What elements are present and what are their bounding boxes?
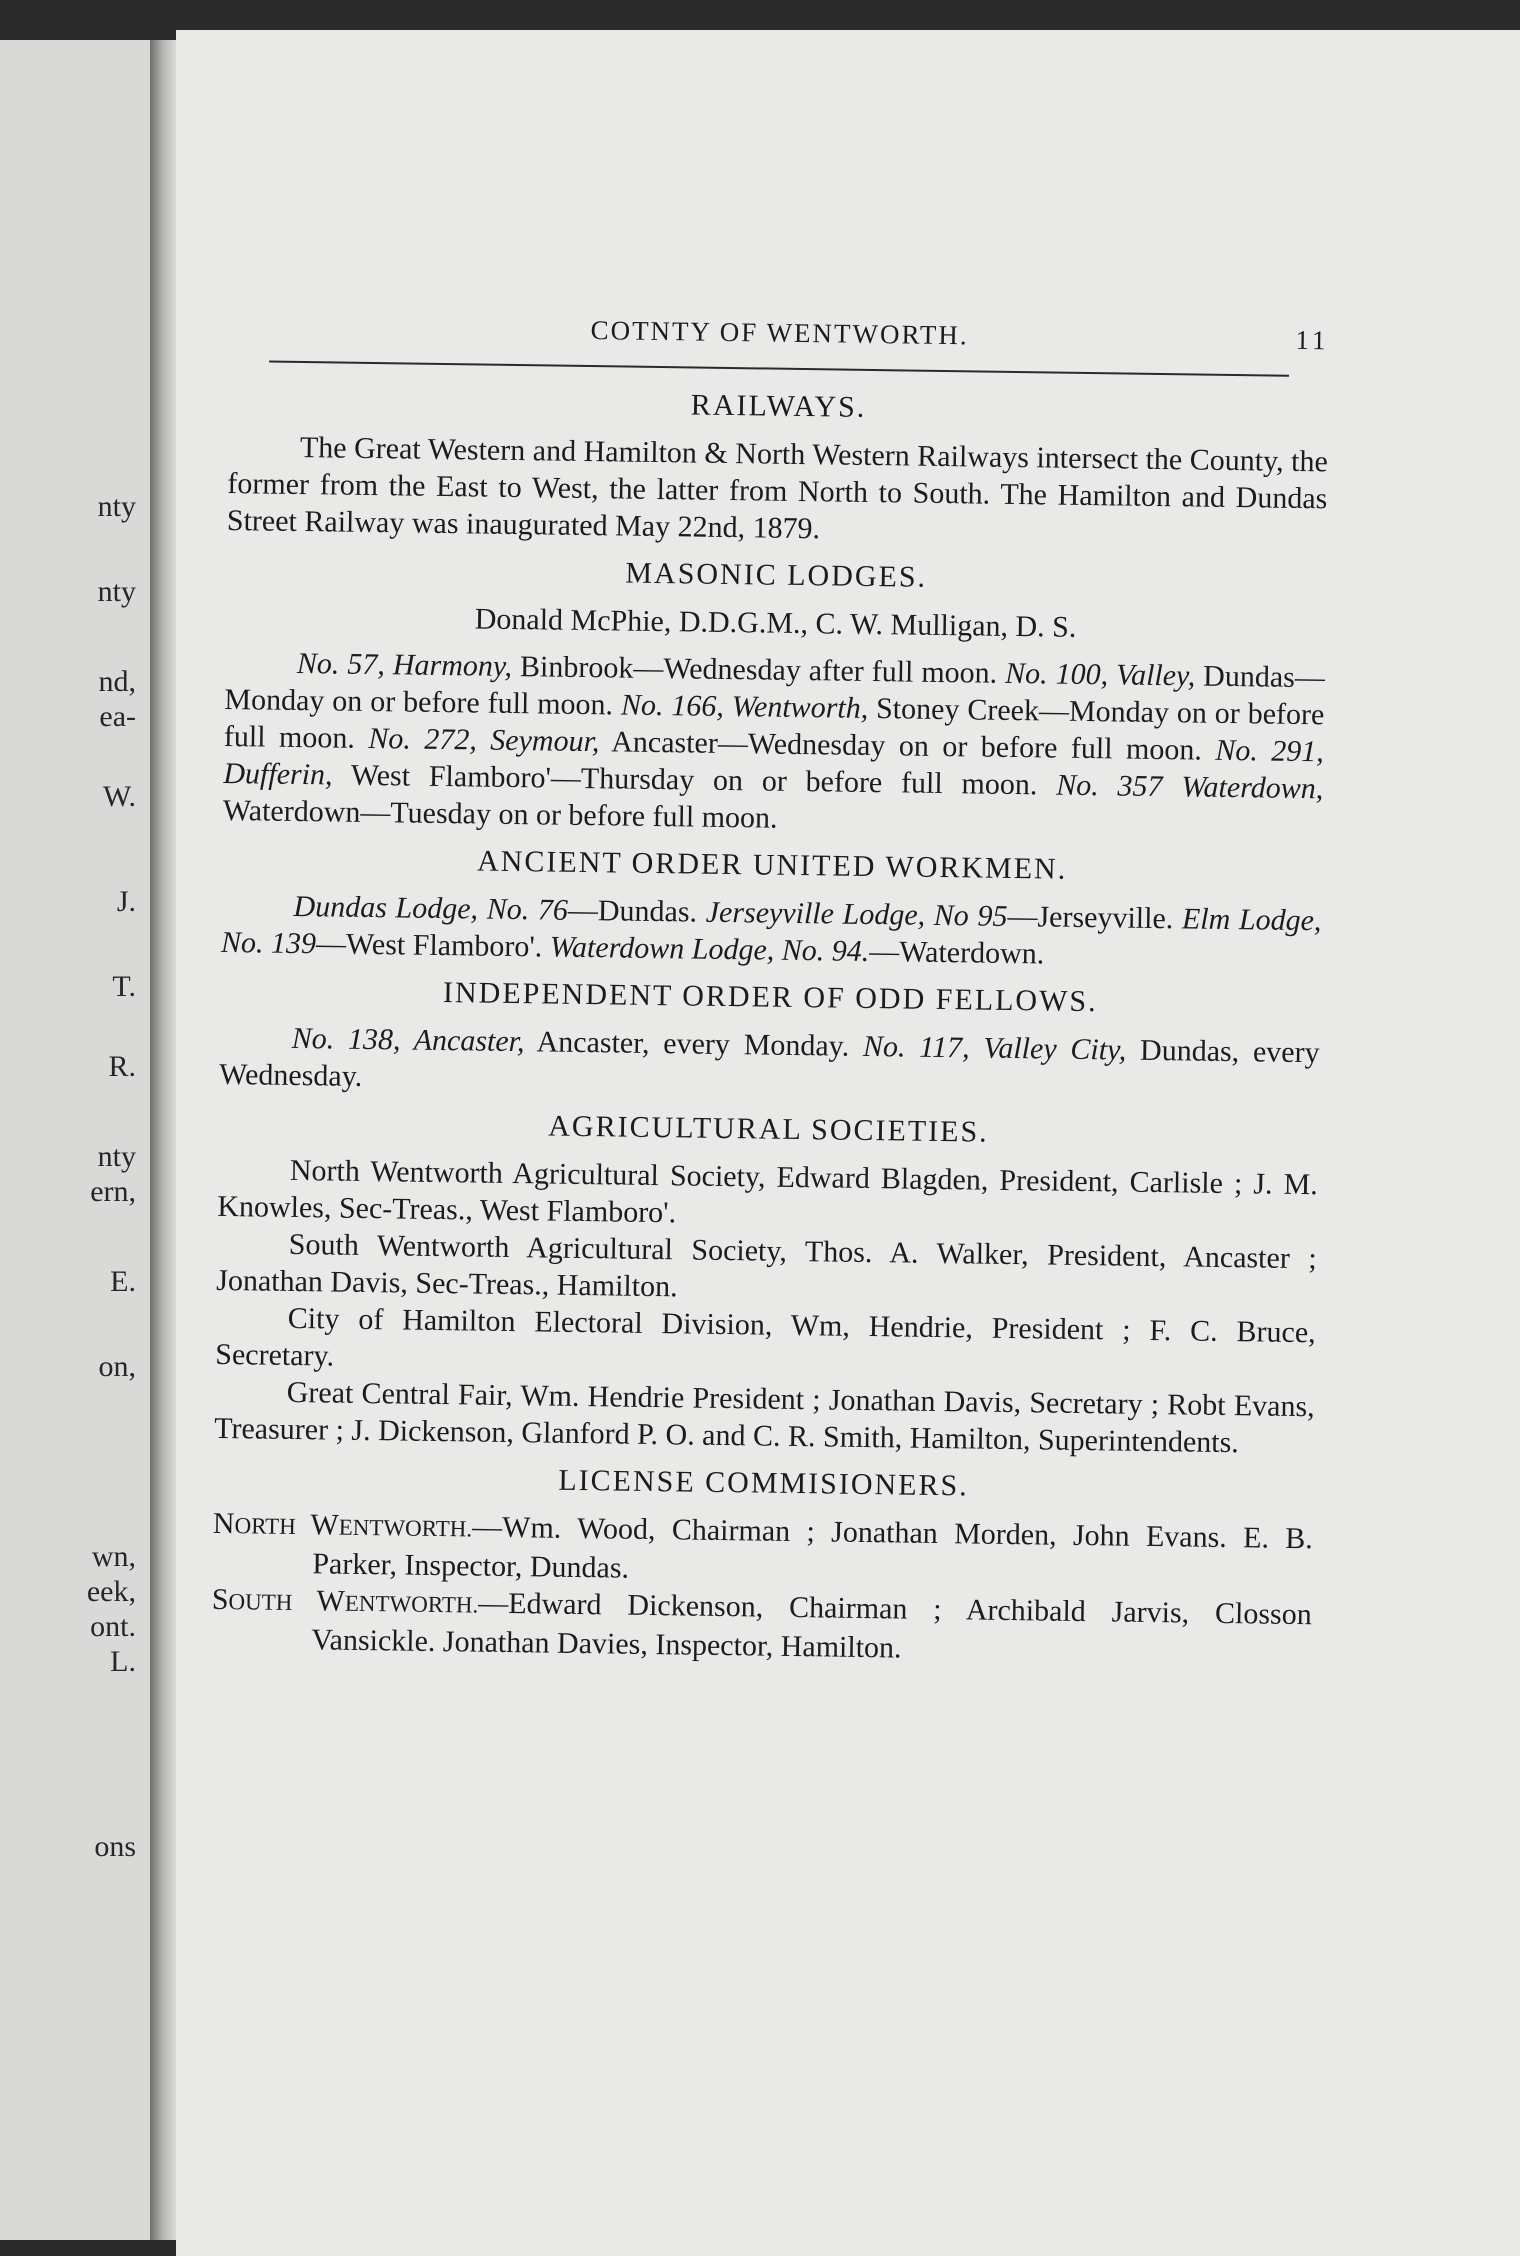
section-heading: INDEPENDENT ORDER OF ODD FELLOWS. [442,976,1098,1019]
lodge-text: Stoney Creek—Monday on or before full moon. [223,691,1325,755]
oddfellows-text [219,1019,1320,1108]
license-north-label: NORTH WENTWORTH. [212,1506,473,1542]
lodge-name: No. 57, Harmony, [296,646,513,683]
lodge-text: —Dundas. [567,893,706,929]
left-fragment: ont. [90,1610,136,1643]
left-fragment: wn, [91,1540,136,1573]
left-fragment: nty [97,575,136,608]
lodge-text: —West Flamboro'. [315,927,551,964]
lodge-name: No. 117, Valley City, [862,1029,1127,1067]
left-fragment: ea- [99,700,136,733]
left-fragment: T. [112,970,136,1003]
agricultural-entry: South Wentworth Agricultural Society, Thos. A. Walker, President, Ancaster ; Jonathan Davis, Sec-Treas., Hamilton. [216,1227,1317,1304]
license-section [211,1459,1314,1672]
left-fragment: ons [94,1830,136,1863]
lodge-name: No. 291, Dufferin, [223,733,1325,792]
license-south-entry [211,1581,1312,1672]
workmen-lodges-text [221,887,1322,976]
railways-section [227,382,1329,554]
masonic-officers: Donald McPhie, D.D.G.M., C. W. Mulligan, D. S. [474,602,1077,644]
agricultural-entry: Great Central Fair, Wm. Hendrie President ; Jonathan Davis, Secretary ; Robt Evans, Treasurer ; J. Dickenson, Glanford P. O. and C. R. Smith, Hamilton, Superintendents. [214,1375,1315,1460]
lodge-text: Ancaster—Wednesday on or before full moon. [599,725,1216,767]
lodge-text: Waterdown—Tuesday on or before full moon. [222,793,778,835]
section-heading: ANCIENT ORDER UNITED WORKMEN. [476,844,1068,886]
license-south-text: —Edward Dickenson, Chairman ; Archibald Jarvis, Closson Vansickle. Jonathan Davies, Inspector, Hamilton. [311,1586,1312,1665]
lodge-name: Jerseyville Lodge, No 95 [705,895,1008,933]
lodge-name: No. 100, Valley, [1004,656,1196,693]
masonic-section [223,551,1327,844]
oddfellows-section [219,973,1321,1108]
lodge-text: West Flamboro'—Thursday on or before full moon. [332,758,1057,802]
agricultural-entry: North Wentworth Agricultural Society, Edward Blagden, President, Carlisle ; J. M. Knowles, Sec-Treas., West Flamboro'. [217,1153,1318,1230]
page-number: 11 [1295,324,1330,356]
book-spine-shadow [150,40,178,2240]
lodge-text: Dundas—Monday on or before full moon. [224,659,1326,722]
lodge-name: No. 357 Waterdown, [1055,768,1324,806]
left-fragment: ern, [90,1175,136,1208]
left-fragment: E. [110,1265,136,1298]
section-heading: RAILWAYS. [690,388,867,424]
lodge-text: Binbrook—Wednesday after full moon. [511,649,1006,690]
lodge-text: —Waterdown. [869,934,1045,971]
masonic-lodges-text [223,644,1325,844]
railways-text: The Great Western and Hamilton & North Western Railways intersect the County, the former from the East to West, the latter from North to South. The Hamilton and Dundas Street Railway was inaugurated May 22nd, 1879. [226,430,1329,546]
left-fragment: on, [98,1350,136,1383]
left-fragment: nd, [98,665,136,698]
license-south-label: SOUTH WENTWORTH. [211,1582,479,1618]
lodge-text: Ancaster, every Monday. [524,1025,864,1063]
lodge-name: Dundas Lodge, No. 76 [293,889,569,927]
section-heading: AGRICULTURAL SOCIETIES. [548,1109,989,1149]
lodge-name: Waterdown Lodge, No. 94. [549,930,870,968]
left-fragment: nty [97,1140,136,1173]
lodge-name: No. 166, Wentworth, [620,688,869,725]
section-heading: MASONIC LODGES. [625,556,928,594]
agricultural-section [214,1105,1319,1462]
left-fragment: R. [108,1050,136,1083]
left-fragment: W. [102,780,136,813]
left-page-edge [0,40,156,2240]
workmen-section [221,841,1323,976]
left-fragment: L. [110,1645,136,1678]
lodge-name: Elm Lodge, No. 139 [220,902,1322,961]
section-heading: LICENSE COMMISIONERS. [558,1463,969,1503]
lodge-text: Dundas, every Wednesday. [218,1033,1320,1093]
lodge-name: No. 272, Seymour, [368,721,600,759]
lodge-name: No. 138, Ancaster, [291,1021,525,1059]
left-fragment: eek, [86,1575,136,1608]
lodge-text: —Jerseyville. [1007,899,1183,936]
left-fragment: nty [97,490,136,523]
left-fragment: J. [116,885,136,918]
agricultural-entry: City of Hamilton Electoral Division, Wm, Hendrie, President ; F. C. Bruce, Secretary. [215,1301,1316,1373]
running-title: COTNTY OF WENTWORTH. [590,315,969,351]
license-north-text: —Wm. Wood, Chairman ; Jonathan Morden, John Evans. E. B. Parker, Inspector, Dundas. [312,1510,1314,1585]
page-text-block [211,300,1330,1672]
